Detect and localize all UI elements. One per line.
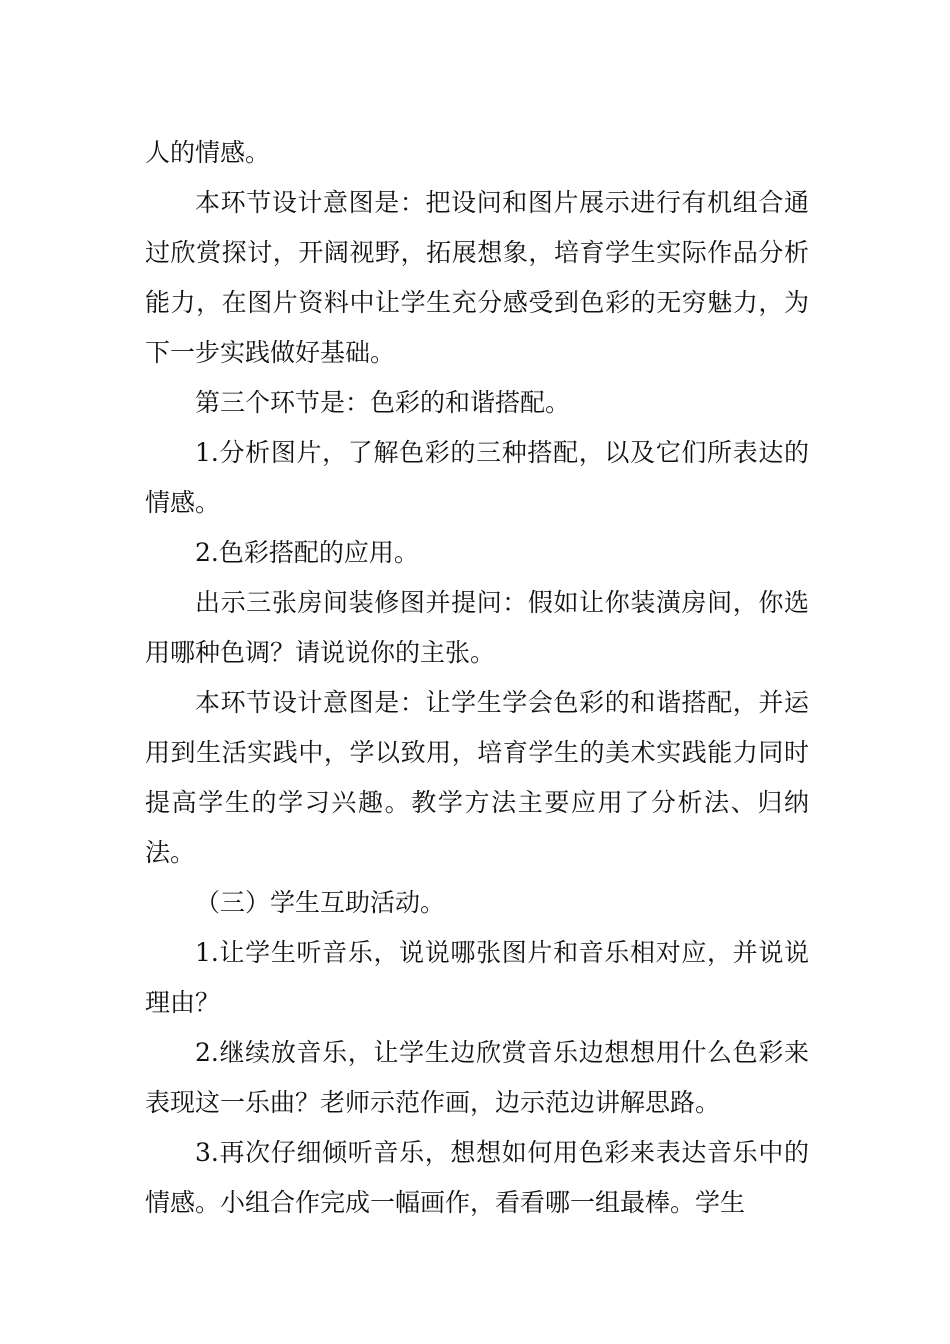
paragraph-activity-1: 1.让学生听音乐，说说哪张图片和音乐相对应，并说说理由？: [145, 938, 809, 1017]
paragraph-heading-student-activity: （三）学生互助活动。: [195, 888, 446, 917]
paragraph-continuation: 人的情感。: [145, 138, 271, 167]
paragraph-item-2: 2.色彩搭配的应用。: [195, 538, 419, 567]
document-body: [145, 128, 809, 1228]
paragraph-room-question: 出示三张房间装修图并提问：假如让你装潢房间，你选用哪种色调？请说说你的主张。: [145, 588, 809, 667]
paragraph-section-three: 第三个环节是：色彩的和谐搭配。: [195, 388, 571, 417]
paragraph-design-intent-2: 本环节设计意图是：让学生学会色彩的和谐搭配，并运用到生活实践中，学以致用，培育学生的美术实践能力同时提高学生的学习兴趣。教学方法主要应用了分析法、归纳法。: [145, 688, 809, 867]
paragraph-item-1: 1.分析图片，了解色彩的三种搭配，以及它们所表达的情感。: [145, 438, 809, 517]
paragraph-activity-2: 2.继续放音乐，让学生边欣赏音乐边想想用什么色彩来表现这一乐曲？老师示范作画，边示范边讲解思路。: [145, 1038, 809, 1117]
paragraph-design-intent-1: 本环节设计意图是：把设问和图片展示进行有机组合通过欣赏探讨，开阔视野，拓展想象，培育学生实际作品分析能力，在图片资料中让学生充分感受到色彩的无穷魅力，为下一步实践做好基础。: [145, 188, 809, 367]
paragraph-activity-3: 3.再次仔细倾听音乐，想想如何用色彩来表达音乐中的情感。小组合作完成一幅画作，看看哪一组最棒。学生: [145, 1138, 809, 1217]
